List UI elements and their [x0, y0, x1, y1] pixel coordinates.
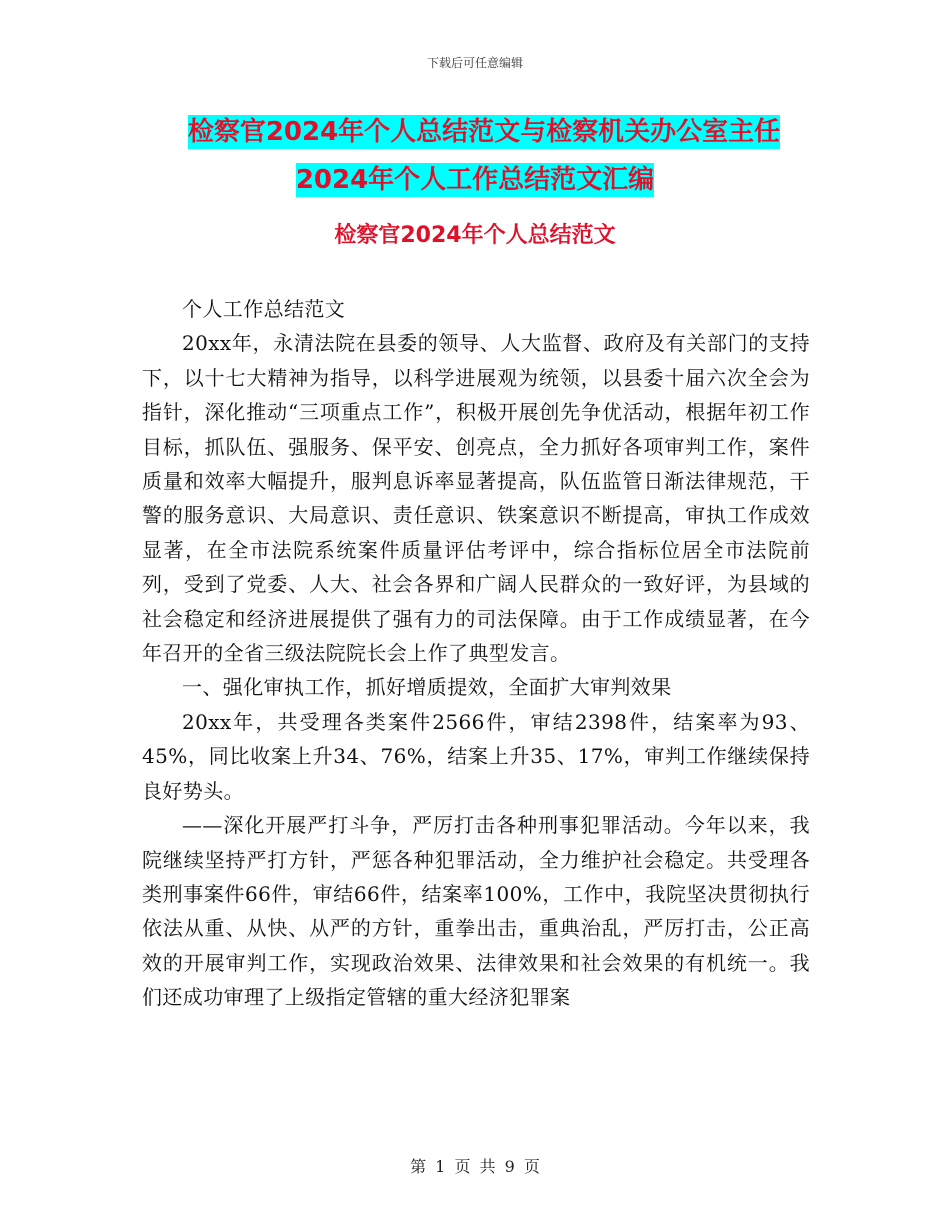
paragraph: ——深化开展严打斗争，严厉打击各种刑事犯罪活动。今年以来，我院继续坚持严打方针，严惩各种犯罪活动，全力维护社会稳定。共受理各类刑事案件66件，审结66件，结案率100%，工作中，我院坚决贯彻执行依法从重、从快、从严的方针，重拳出击，重典治乱，严厉打击，公正高效的开展审判工作，实现政治效果、法律效果和社会效果的有机统一。我们还成功审理了上级指定管辖的重大经济犯罪案: [142, 813, 810, 1010]
paragraph: 20xx年，共受理各类案件2566件，审结2398件，结案率为93、45%，同比收案上升34、76%，结案上升35、17%，审判工作继续保持良好势头。: [142, 709, 810, 803]
document-title: [0, 108, 950, 204]
page-header-note: 下载后可任意编辑: [426, 56, 523, 70]
section-title: 检察官2024年个人总结范文: [334, 223, 616, 248]
paragraph-subtitle: 个人工作总结范文: [182, 297, 346, 321]
document-body: [142, 292, 810, 1015]
page-number-footer: 第 1 页 共 9 页: [410, 1157, 540, 1176]
title-highlight-1: 检察官2024年个人总结范文与检察机关办公室主任: [187, 117, 781, 147]
document-title-line-2: [0, 156, 950, 204]
document-title-line-1: [0, 108, 950, 156]
paragraph: 20xx年，永清法院在县委的领导、人大监督、政府及有关部门的支持下，以十七大精神为指导，以科学进展观为统领，以县委十届六次全会为指针，深化推动“三项重点工作”，积极开展创先争优活动，根据年初工作目标，抓队伍、强服务、保平安、创亮点，全力抓好各项审判工作，案件质量和效率大幅提升，服判息诉率显著提高，队伍监管日渐法律规范，干警的服务意识、大局意识、责任意识、铁案意识不断提高，审执工作成效显著，在全市法院系统案件质量评估考评中，综合指标位居全市法院前列，受到了党委、人大、社会各界和广阔人民群众的一致好评，为县域的社会稳定和经济进展提供了强有力的司法保障。由于工作成绩显著，在今年召开的全省三级法院院长会上作了典型发言。: [142, 331, 810, 666]
paragraph-heading: 一、强化审执工作，抓好增质提效，全面扩大审判效果: [182, 675, 672, 700]
title-highlight-2: 2024年个人工作总结范文汇编: [295, 165, 655, 195]
